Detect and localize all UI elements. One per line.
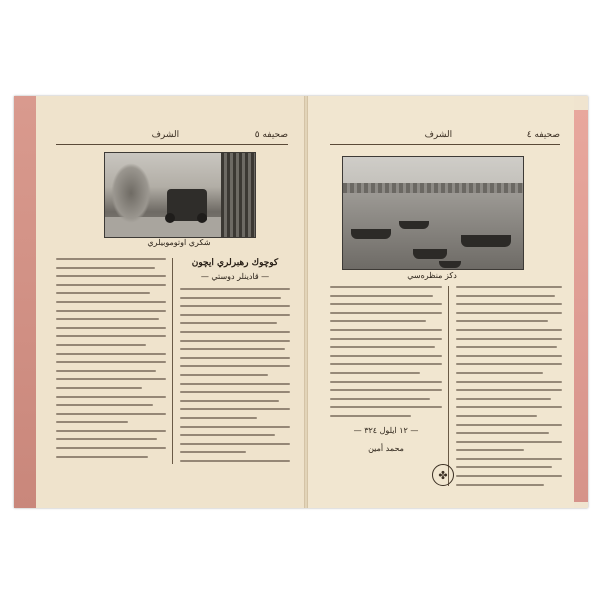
seal-icon: ✤: [432, 464, 454, 486]
article-date: — ١٢ ايلول ٣٢٤ —: [353, 426, 419, 435]
left-page-header: [56, 128, 288, 145]
column-rule-left-page: [172, 258, 173, 464]
article-subheading: كوچوك رهبرلري ايچون: [191, 258, 279, 268]
right-page-header: [330, 128, 560, 145]
right-masthead: الشرف: [424, 130, 453, 140]
left-page-text-column-left: [56, 258, 166, 464]
left-masthead: الشرف: [151, 130, 180, 140]
right-page: [308, 96, 574, 508]
street-photo-caption: شكري اوتوموبيلري: [147, 238, 211, 247]
right-page-text-column-left: [330, 286, 442, 422]
edge-strip-left: [14, 96, 36, 508]
article-byline: — قادينلر دوستي —: [200, 272, 270, 281]
edge-strip-right: [574, 110, 588, 502]
book-spread: [14, 96, 588, 508]
right-page-text-column-right: [456, 286, 562, 486]
author-signature: محمد أمين: [368, 444, 404, 453]
left-page: [36, 96, 304, 508]
column-rule-right-page: [448, 286, 449, 486]
right-page-number: صحيفه ٤: [526, 130, 560, 140]
left-page-text-column-right: [180, 288, 290, 464]
street-photo: [104, 152, 256, 238]
harbor-photo: [342, 156, 524, 270]
left-page-number: صحيفه ٥: [254, 130, 288, 140]
harbor-photo-caption: دكز منظره‌سي: [407, 271, 457, 280]
